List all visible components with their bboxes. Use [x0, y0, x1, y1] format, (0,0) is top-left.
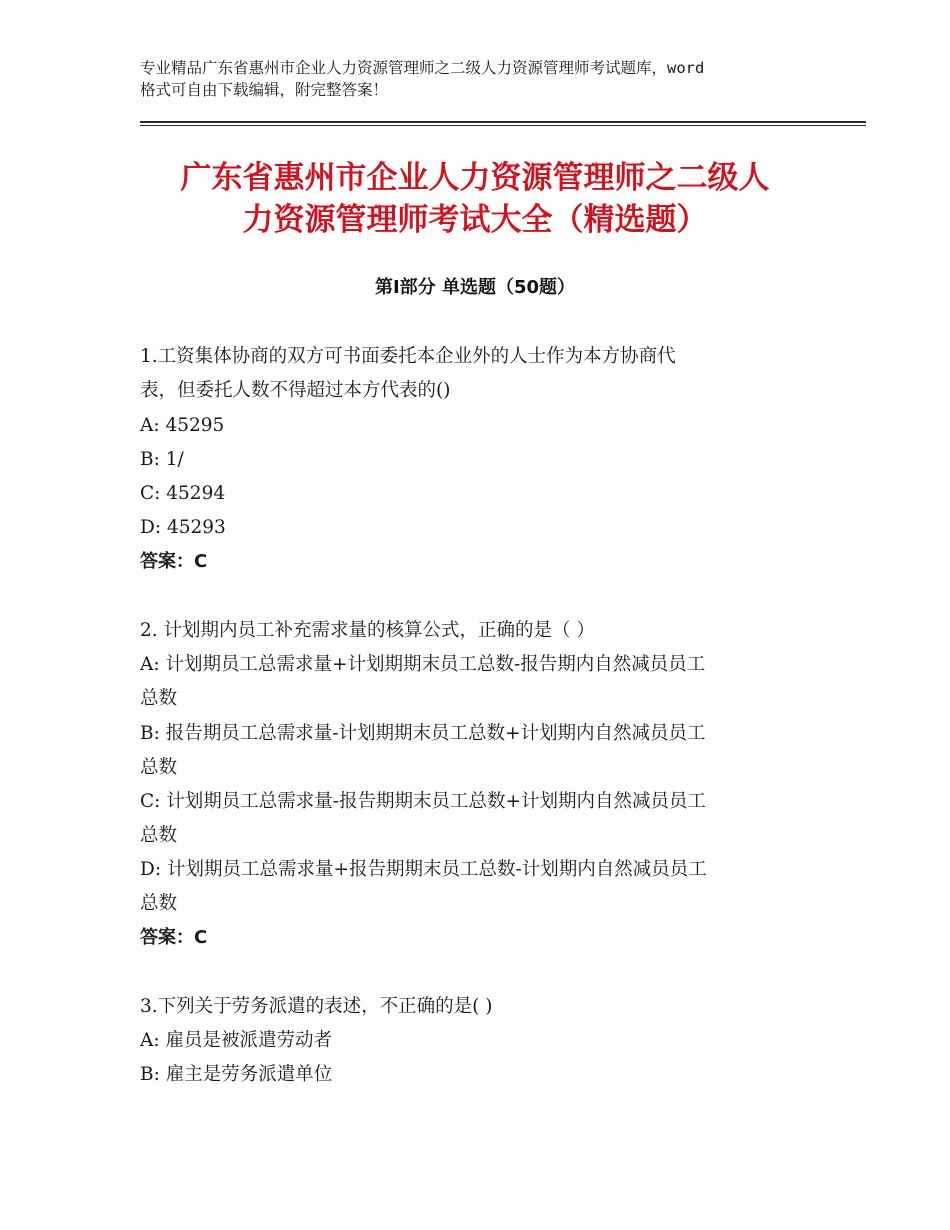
question-1-answer: 答案：C [140, 551, 208, 572]
question-1-stem-line-1: 1.工资集体协商的双方可书面委托本企业外的人士作为本方协商代 [140, 346, 676, 367]
header-note-line-2: 格式可自由下载编辑，附完整答案！ [140, 81, 389, 99]
question-2-option-c-cont: 总数 [140, 825, 178, 846]
question-3-option-a: A: 雇员是被派遣劳动者 [140, 1030, 332, 1051]
question-2-answer: 答案：C [140, 927, 208, 948]
header-divider-thin [140, 125, 866, 126]
question-2-stem: 2. 计划期内员工补充需求量的核算公式，正确的是（ ） [140, 620, 595, 641]
question-2-option-d: D: 计划期员工总需求量+报告期期末员工总数-计划期内自然减员员工 [140, 859, 707, 880]
question-2-option-d-cont: 总数 [140, 893, 178, 914]
question-2-option-a: A: 计划期员工总需求量+计划期期末员工总数-报告期内自然减员员工 [140, 654, 706, 675]
document-title-line-2: 力资源管理师考试大全（精选题） [242, 202, 708, 238]
question-3-stem: 3.下列关于劳务派遣的表述，不正确的是( ) [140, 996, 493, 1017]
header-divider-thick [140, 121, 866, 123]
question-1-option-c: C: 45294 [140, 483, 226, 504]
question-2-option-a-cont: 总数 [140, 688, 178, 709]
question-2-option-c: C: 计划期员工总需求量-报告期期末员工总数+计划期内自然减员员工 [140, 791, 707, 812]
question-1-option-d: D: 45293 [140, 517, 226, 538]
document-title [110, 157, 840, 241]
question-1-option-b: B: 1/ [140, 449, 184, 470]
question-1-option-a: A: 45295 [140, 415, 225, 436]
section-title: 第Ⅰ部分 单选题（50题） [374, 277, 575, 298]
question-2-option-b-cont: 总数 [140, 757, 178, 778]
document-title-line-1: 广东省惠州市企业人力资源管理师之二级人 [180, 160, 770, 196]
header-note [140, 57, 830, 101]
header-note-line-1: 专业精品广东省惠州市企业人力资源管理师之二级人力资源管理师考试题库，word [140, 59, 705, 77]
question-2-option-b: B: 报告期员工总需求量-计划期期末员工总数+计划期内自然减员员工 [140, 723, 706, 744]
question-3-option-b: B: 雇主是劳务派遣单位 [140, 1064, 333, 1085]
question-1-stem-line-2: 表，但委托人数不得超过本方代表的() [140, 380, 451, 401]
